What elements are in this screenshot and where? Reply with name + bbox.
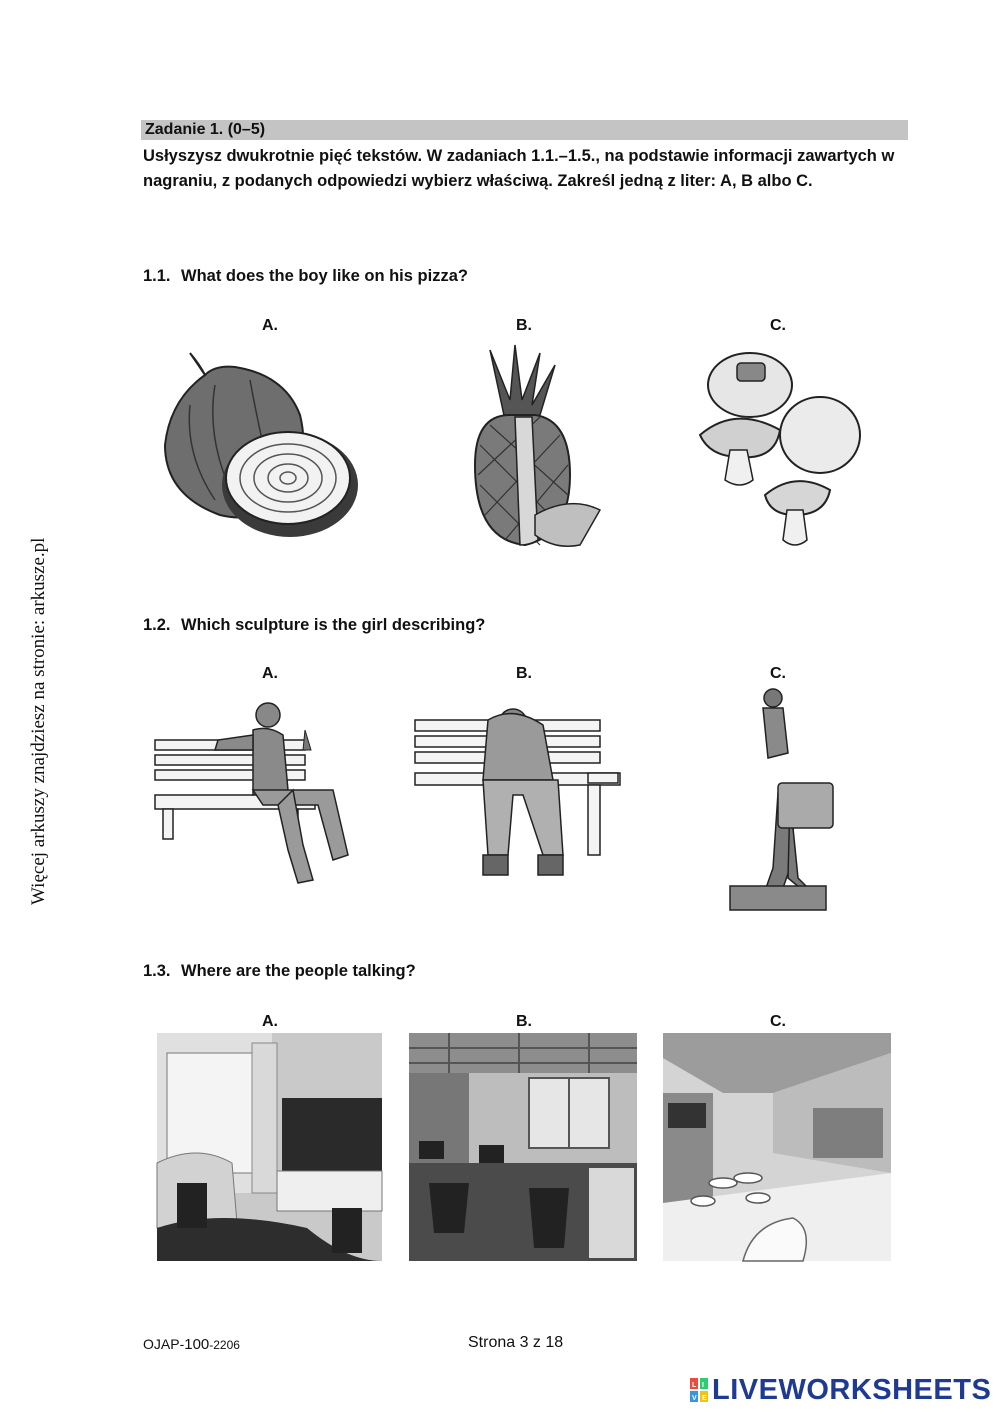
option-letter-b[interactable]: B.	[516, 1013, 532, 1030]
question-number: 1.3.	[143, 962, 171, 980]
question-number: 1.2.	[143, 616, 171, 634]
logo-letter-e: E	[702, 1395, 707, 1402]
option-letter-b[interactable]: B.	[516, 317, 532, 334]
onion-image	[160, 345, 365, 545]
task-instruction: Usłyszysz dwukrotnie pięć tekstów. W zadaniach 1.1.–1.5., na podstawie informacji zawartych w nagraniu, z podanych odpowiedzi wybierz właściwą. Zakreśl jedną z liter: A, B albo C.	[143, 147, 895, 190]
question-1-1	[143, 267, 468, 286]
pineapple-image	[460, 345, 610, 550]
logo-letter-l: L	[692, 1382, 697, 1389]
logo-letter-v: V	[692, 1395, 697, 1402]
question-text: Where are the people talking?	[181, 962, 416, 980]
shopping-mall-image	[663, 1033, 891, 1261]
mushrooms-image	[695, 345, 865, 550]
exam-code: OJAP-100-2206	[143, 1336, 240, 1353]
option-letter-a[interactable]: A.	[262, 1013, 278, 1030]
liveworksheets-logo-icon	[690, 1378, 708, 1402]
office-image	[409, 1033, 637, 1261]
question-text: Which sculpture is the girl describing?	[181, 616, 486, 634]
option-letter-c[interactable]: C.	[770, 665, 786, 682]
man-relaxed-on-bench-sculpture	[153, 695, 363, 885]
option-letter-a[interactable]: A.	[262, 665, 278, 682]
option-letter-c[interactable]: C.	[770, 1013, 786, 1030]
brand-name[interactable]: LIVEWORKSHEETS	[712, 1374, 992, 1406]
question-1-3	[143, 962, 416, 981]
option-letter-b[interactable]: B.	[516, 665, 532, 682]
living-room-image	[157, 1033, 382, 1261]
question-text: What does the boy like on his pizza?	[181, 267, 468, 285]
logo-letter-i: I	[702, 1382, 704, 1389]
question-number: 1.1.	[143, 267, 171, 285]
task-title: Zadanie 1. (0–5)	[145, 121, 266, 138]
side-watermark-text: Więcej arkuszy znajdziesz na stronie: arkusze.pl	[28, 537, 49, 905]
question-1-2	[143, 616, 485, 635]
option-letter-a[interactable]: A.	[262, 317, 278, 334]
man-with-suitcase-sculpture	[728, 688, 828, 913]
option-letter-c[interactable]: C.	[770, 317, 786, 334]
page-number: Strona 3 z 18	[468, 1334, 564, 1351]
man-slumped-on-bench-sculpture	[413, 695, 623, 895]
